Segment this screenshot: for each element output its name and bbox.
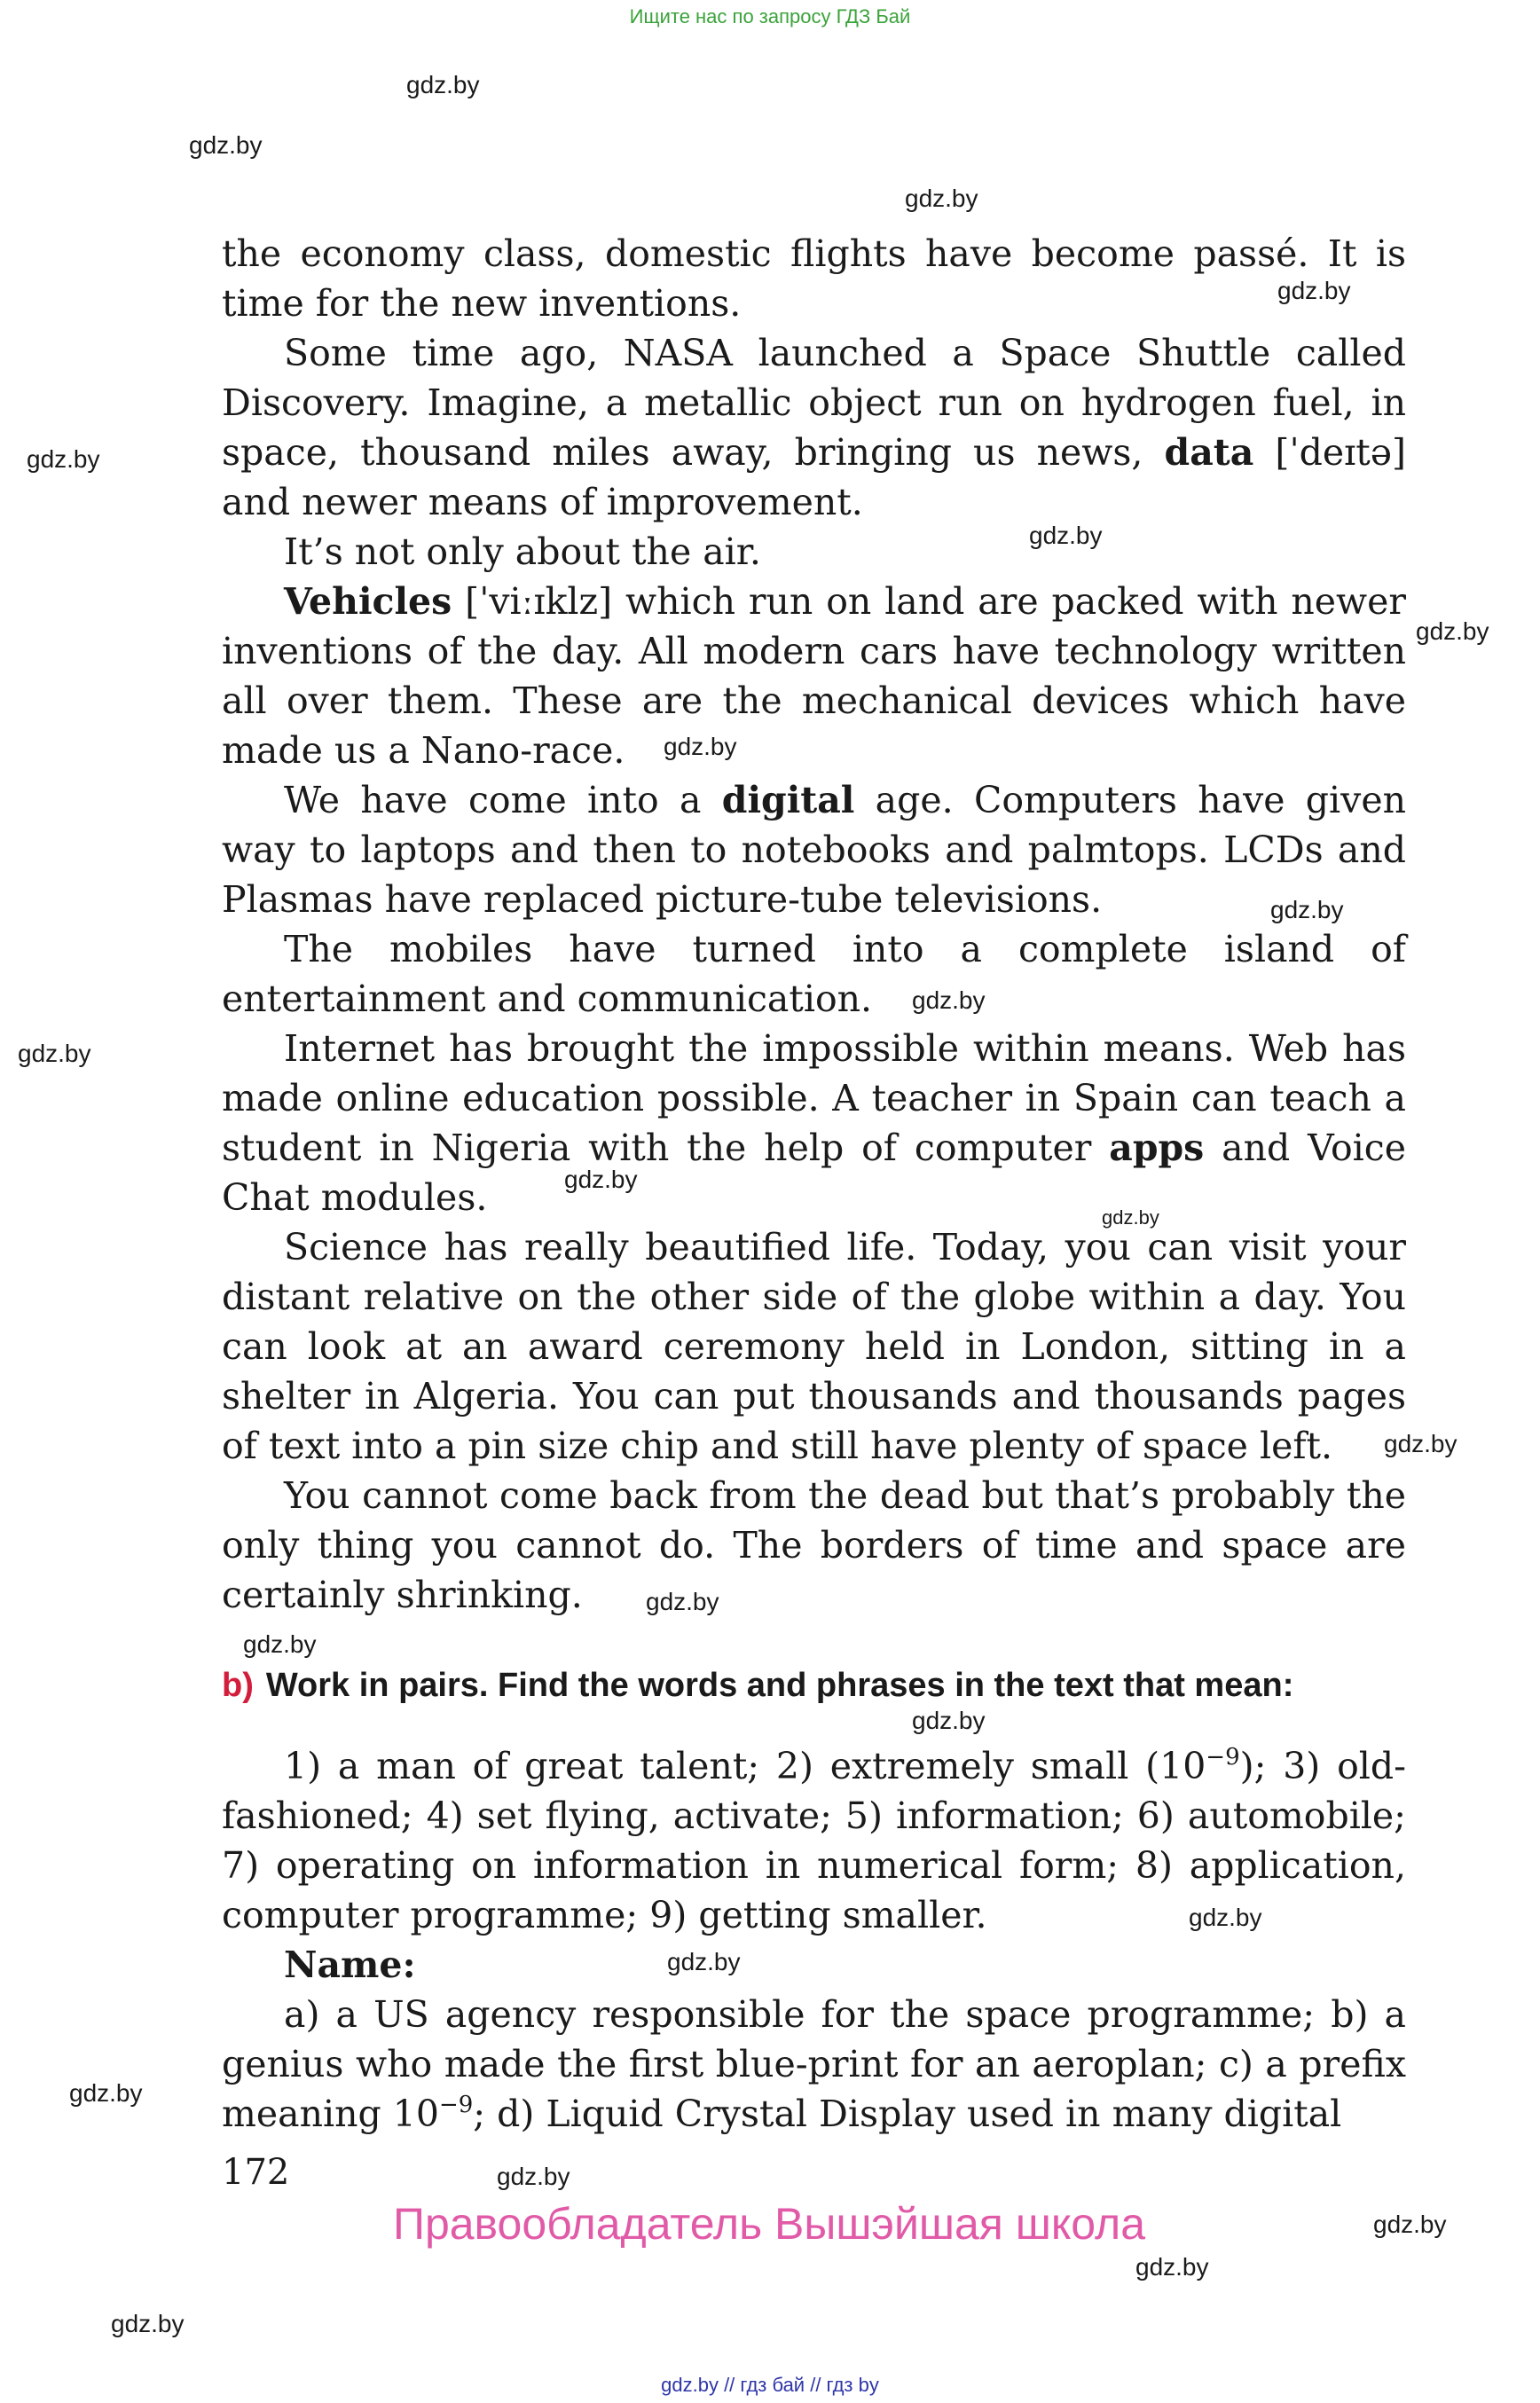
- watermark: gdz.by: [1416, 617, 1489, 645]
- paragraph: Vehicles [ˈviːɪklz] which run on land are packed with newer inventions of the day. All modern cars have technology written all over them. These are the mechanical devices which have made us a Nano-race.: [222, 580, 1406, 772]
- task-letter: b): [222, 1667, 254, 1704]
- paragraph: The mobiles have turned into a complete island of entertainment and communication.: [222, 928, 1406, 1020]
- watermark: gdz.by: [1189, 1904, 1262, 1931]
- watermark: gdz.by: [1102, 1206, 1159, 1229]
- vocab-word: data: [1164, 431, 1254, 474]
- watermark: gdz.by: [69, 2079, 143, 2107]
- watermark: gdz.by: [1270, 896, 1344, 923]
- watermark: gdz.by: [111, 2310, 185, 2337]
- watermark: gdz.by: [664, 733, 737, 760]
- watermark: gdz.by: [1029, 522, 1103, 549]
- vocab-word: digital: [721, 779, 855, 821]
- task-instruction: Work in pairs. Find the words and phrases in the text that mean:: [265, 1667, 1294, 1704]
- watermark: gdz.by: [646, 1588, 719, 1615]
- name-label-line: [222, 1940, 1406, 1990]
- page-number: 172: [222, 2152, 290, 2193]
- top-banner: Ищите нас по запросу ГДЗ Бай: [629, 5, 911, 27]
- watermark: gdz.by: [1135, 2253, 1209, 2281]
- task-items: 1) a man of great talent; 2) extremely small $(10^{-9})$; 3) old-fashioned; 4) set flying, activate; 5) information; 6) automobile; 7) operating on information in numerical form; 8) application, computer programme; 9) getting smaller.: [222, 1744, 1406, 1936]
- watermark: gdz.by: [667, 1948, 741, 1975]
- watermark: gdz.by: [905, 185, 978, 212]
- watermark: gdz.by: [18, 1040, 91, 1067]
- watermark: gdz.by: [1384, 1430, 1458, 1457]
- watermark: gdz.by: [243, 1630, 317, 1658]
- reading-text: [222, 229, 1406, 1620]
- watermark: gdz.by: [497, 2163, 570, 2190]
- name-label: Name:: [284, 1944, 416, 1986]
- paragraph: We have come into a digital age. Computers have given way to laptops and then to notebooks and palmtops. LCDs and Plasmas have replaced picture-tube televisions.: [222, 779, 1406, 921]
- paragraph: Internet has brought the impossible within means. Web has made online education possible. A teacher in Spain can teach a student in Nigeria with the help of computer apps and Voice Chat modules.: [222, 1027, 1406, 1219]
- watermark: gdz.by: [27, 445, 100, 473]
- watermark: gdz.by: [1277, 277, 1351, 304]
- task-text: [222, 1741, 1406, 2139]
- watermark: gdz.by: [189, 131, 263, 159]
- watermark: gdz.by: [1373, 2211, 1447, 2238]
- bottom-banner: gdz.by // гдз бай // гдз by: [661, 2374, 879, 2396]
- paragraph: Science has really beautified life. Today, you can visit your distant relative on the other side of the globe within a day. You can look at an award ceremony held in London, sitting in a shelter in Algeria. You can put thousands and thousands pages of text into a pin size chip and still have plenty of space left.: [222, 1226, 1406, 1467]
- paragraph: Some time ago, NASA launched a Space Shuttle called Discovery. Imagine, a metallic object run on hydrogen fuel, in space, thousand miles away, bringing us news, data [ˈdeɪtə] and newer means of improvement.: [222, 332, 1406, 523]
- vocab-word: apps: [1109, 1127, 1205, 1169]
- watermark: gdz.by: [912, 1707, 986, 1734]
- vocab-word: Vehicles: [284, 580, 452, 623]
- paragraph: You cannot come back from the dead but that’s probably the only thing you cannot do. The borders of time and space are certainly shrinking.: [222, 1474, 1406, 1616]
- name-items: a) a US agency responsible for the space programme; b) a genius who made the first blue-print for an aeroplan; c) a prefix meaning $10^{-9}$; d) Liquid Crystal Display used in many digital: [222, 1993, 1406, 2135]
- watermark: gdz.by: [406, 71, 480, 98]
- watermark: gdz.by: [564, 1166, 638, 1193]
- task-heading: [222, 1664, 1464, 1707]
- paragraph: It’s not only about the air.: [284, 530, 761, 573]
- paragraph: the economy class, domestic flights have become passé. It is time for the new inventions.: [222, 232, 1406, 325]
- watermark: gdz.by: [912, 986, 986, 1014]
- rights-holder: Правообладатель Вышэйшая школа: [393, 2199, 1145, 2249]
